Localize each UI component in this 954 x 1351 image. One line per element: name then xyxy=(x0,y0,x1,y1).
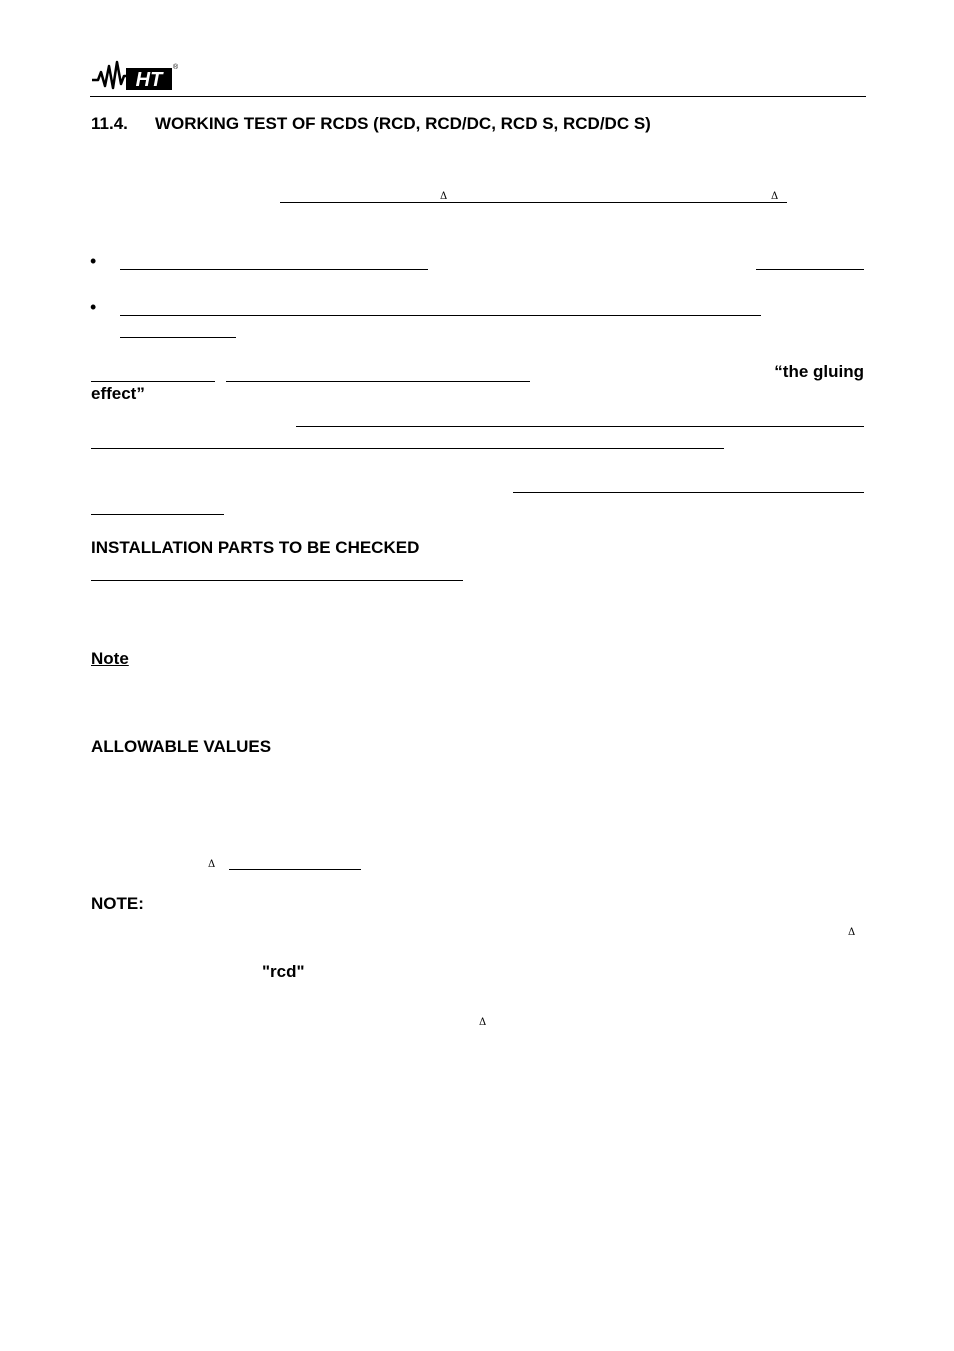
note-heading: Note xyxy=(91,649,129,668)
paragraph-underline xyxy=(91,580,463,581)
delta-symbol: Δ xyxy=(771,191,779,202)
section-title xyxy=(91,114,651,134)
allowable-values-heading: ALLOWABLE VALUES xyxy=(91,737,272,756)
bullet-marker: • xyxy=(90,251,97,271)
bullet-marker: • xyxy=(90,297,97,317)
list-item-underline xyxy=(120,337,236,338)
note-caps-heading: NOTE: xyxy=(91,894,144,913)
paragraph-underline xyxy=(226,381,530,382)
gluing-effect-text: “the gluing xyxy=(774,362,864,381)
section-number: 11.4. xyxy=(91,114,128,133)
paragraph-underline xyxy=(229,869,361,870)
paragraph-underline xyxy=(91,514,224,515)
gluing-effect-text-cont: effect” xyxy=(91,384,145,403)
delta-symbol: Δ xyxy=(440,191,448,202)
paragraph-underline xyxy=(513,492,864,493)
intro-underline xyxy=(280,202,787,203)
delta-symbol: Δ xyxy=(848,927,856,938)
delta-symbol: Δ xyxy=(479,1017,487,1028)
list-item-underline xyxy=(120,269,428,270)
paragraph-underline xyxy=(91,381,215,382)
paragraph-underline xyxy=(91,448,724,449)
ht-logo xyxy=(92,58,178,92)
list-item-underline xyxy=(120,315,761,316)
ht-logo-graphic xyxy=(92,58,178,92)
section-title-text: WORKING TEST OF RCDS (RCD, RCD/DC, RCD S, RCD/DC S) xyxy=(155,114,651,133)
header-divider xyxy=(90,96,866,97)
paragraph-underline xyxy=(296,426,864,427)
rcd-quote-text: "rcd" xyxy=(262,962,305,981)
list-item-underline xyxy=(756,269,864,270)
registered-mark: ® xyxy=(173,64,178,71)
installation-parts-heading: INSTALLATION PARTS TO BE CHECKED xyxy=(91,538,420,557)
delta-symbol: Δ xyxy=(208,859,216,870)
logo-text: HT xyxy=(135,69,163,91)
